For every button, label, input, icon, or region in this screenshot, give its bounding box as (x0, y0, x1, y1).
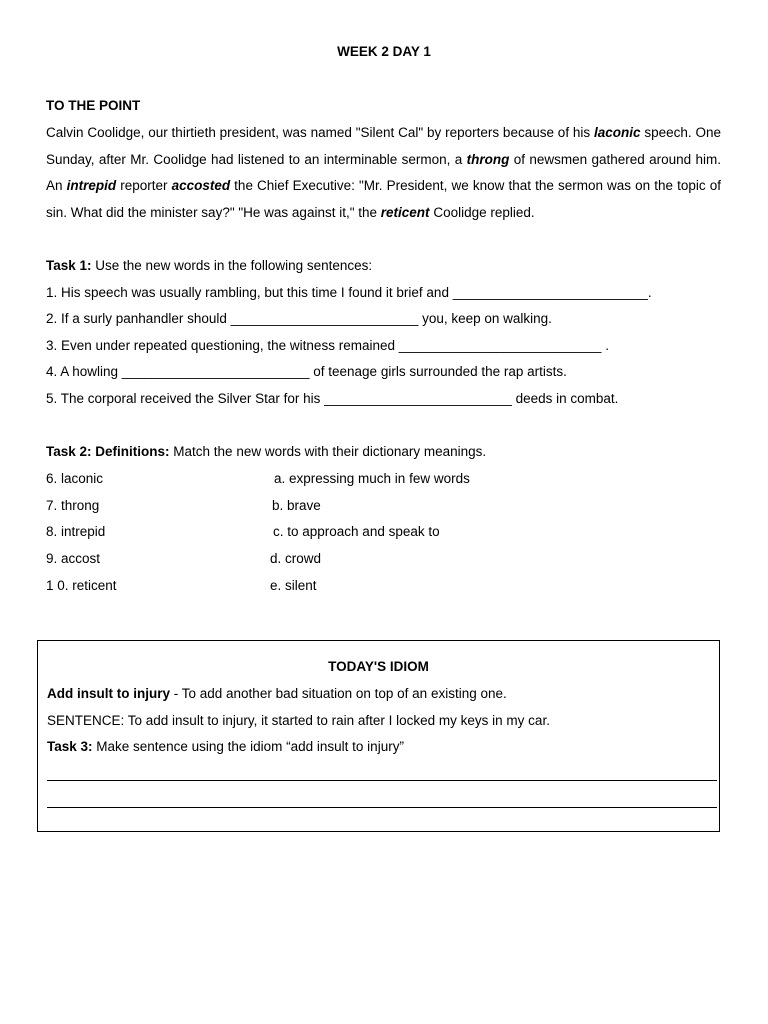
task1-label: Task 1: (46, 258, 92, 273)
match-meaning: c. to approach and speak to (273, 524, 440, 539)
task1-item: 1. His speech was usually rambling, but this time I found it brief and __________________________. (46, 285, 652, 300)
page-title: WEEK 2 DAY 1 (337, 44, 431, 59)
idiom-sentence: SENTENCE: To add insult to injury, it started to rain after I locked my keys in my car. (47, 713, 550, 728)
idiom-box (37, 640, 720, 832)
task1-item: 5. The corporal received the Silver Star for his _________________________ deeds in combat. (46, 391, 619, 406)
task3-label: Task 3: (47, 739, 93, 754)
idiom-phrase: Add insult to injury (47, 686, 170, 701)
passage-text: the Chief Executive: "Mr. President, we know that the sermon was on the topic of sin. What did the minister say?" "He was against it," the (46, 178, 721, 220)
task2-label: Task 2: Definitions: (46, 444, 170, 459)
task3-instruction: Make sentence using the idiom “add insult to injury” (92, 739, 404, 754)
task1-item: 4. A howling _________________________ of teenage girls surrounded the rap artists. (46, 364, 567, 379)
task2-heading (46, 444, 486, 459)
vocab-word-laconic: laconic (593, 125, 641, 140)
idiom-definition-line (47, 686, 507, 701)
idiom-definition: - To add another bad situation on top of an existing one. (170, 686, 507, 701)
match-meaning: e. silent (270, 578, 317, 593)
answer-line[interactable] (47, 807, 717, 808)
vocab-word-throng: throng (466, 151, 510, 167)
idiom-title: TODAY'S IDIOM (328, 659, 429, 674)
passage-text: of newsmen gathered around him. An (46, 151, 721, 194)
task1-item: 2. If a surly panhandler should _________________________ you, keep on walking. (46, 311, 552, 326)
passage-text: speech. One Sunday, after Mr. Coolidge had listened to an interminable sermon, a (46, 125, 721, 167)
match-word: 6. laconic (46, 471, 104, 486)
match-meaning: a. expressing much in few words (274, 471, 470, 486)
task2-instruction: Match the new words with their dictionary meanings. (169, 444, 487, 459)
task1-heading (46, 258, 372, 273)
match-word: 7. throng (46, 498, 100, 513)
passage-text: Calvin Coolidge, our thirtieth president, was named "Silent Cal" by reporters because of his (46, 125, 594, 140)
match-word: 1 0. reticent (46, 578, 117, 593)
passage-text: Coolidge replied. (429, 204, 535, 220)
vocab-word-reticent: reticent (380, 204, 430, 220)
task3-line (47, 739, 404, 754)
match-word: 9. accost (46, 551, 101, 566)
task1-instruction: Use the new words in the following sentences: (91, 258, 373, 273)
match-meaning: d. crowd (270, 551, 322, 566)
reading-passage (46, 120, 721, 226)
match-meaning: b. brave (272, 498, 321, 513)
passage-text: reporter (116, 178, 172, 194)
section-heading: TO THE POINT (46, 98, 141, 113)
answer-line[interactable] (47, 780, 717, 781)
vocab-word-intrepid: intrepid (66, 178, 117, 194)
vocab-word-accosted: accosted (171, 178, 231, 194)
match-word: 8. intrepid (46, 524, 106, 539)
task1-item: 3. Even under repeated questioning, the witness remained ___________________________ . (46, 338, 609, 353)
